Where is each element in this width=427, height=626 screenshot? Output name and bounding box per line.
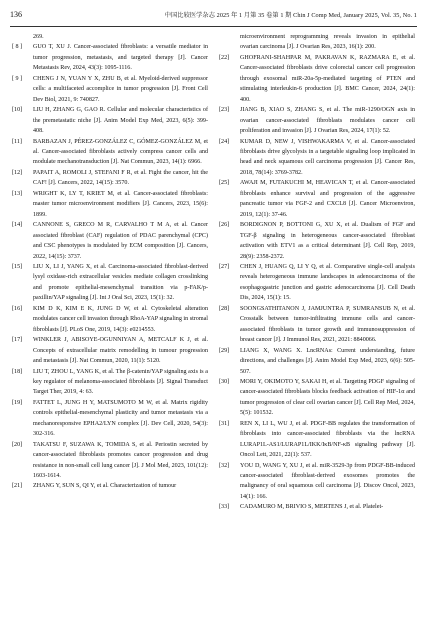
reference-item (219, 137, 415, 179)
reference-item (12, 105, 208, 136)
reference-item (219, 178, 415, 220)
reference-item (12, 74, 208, 105)
reference-number: [32] (219, 462, 230, 469)
reference-number: [17] (12, 337, 23, 344)
reference-text: CADAMURO M, BRIVIO S, MERTENS J, et al. Platelet- (240, 504, 384, 511)
page-number: 136 (10, 10, 22, 19)
reference-number: [18] (12, 368, 23, 375)
reference-number: [27] (219, 263, 230, 270)
reference-item (12, 42, 208, 73)
reference-number: [20] (12, 441, 23, 448)
reference-item (219, 105, 415, 136)
reference-number: [30] (219, 378, 230, 385)
reference-text: MORI Y, OKIMOTO Y, SAKAI H, et al. Targeting PDGF signaling of cancer-associated fibroblasts blocks feedback activation of HIF-1α and tumor progression of clear cell ovarian cancer [J]. Cell Rep Med, 2024, 5(5): 101532. (240, 378, 415, 417)
reference-text: SOONGSATHITANON J, JAMJUNTRA P, SUMRANSUB N, et al. Crosstalk between tumor-infiltrating immune cells and cancer-associated fibroblasts in tumor growth and immunosuppression of breast cancer [J]. J Immunol Res, 2021, 2021: 8840066. (240, 305, 415, 344)
reference-item (12, 367, 208, 398)
reference-number: [22] (219, 54, 230, 61)
reference-number: [14] (12, 222, 23, 229)
reference-item (219, 262, 415, 304)
reference-number: [33] (219, 504, 230, 511)
reference-number: [16] (12, 305, 23, 312)
reference-text: CHENG J N, YUAN Y X, ZHU B, et al. Myeloid-derived suppressor cells: a multifaceted accomplice in tumor progression [J]. Front Cell Dev Biol, 2021, 9: 740827. (33, 75, 208, 103)
reference-number: [19] (12, 399, 23, 406)
reference-number: [29] (219, 347, 230, 354)
reference-number: [21] (12, 483, 23, 490)
reference-text: GHOFRANI-SHAHPAR M, PAKRAVAN K, RAZMARA E, et al. Cancer-associated fibroblasts drive colorectal cancer cell progression through exosomal miR-20a-5p-mediated targeting of PTEN and stimulating interleukin-6 production [J]. BMC Cancer, 2024, 24(1): 400. (240, 54, 415, 103)
reference-number: [11] (12, 138, 22, 145)
reference-item (12, 398, 208, 440)
reference-text: BARBAZAN J, PÉREZ-GONZÁLEZ C, GÓMEZ-GONZÁLEZ M, et al. Cancer-associated fibroblasts actively compress cancer cells and modulate mechanotransduction [J]. Nat Commun, 2023, 14(1): 6966. (33, 138, 208, 166)
reference-number: [23] (219, 107, 230, 114)
reference-number: [10] (12, 107, 23, 114)
reference-text: CHEN J, HUANG Q, LI Y Q, et al. Comparative single-cell analysis reveals heterogeneous immune landscapes in adenocarcinoma of the esophagogastric junction and gastric adenocarcinoma [J]. Cell Death Dis, 2024, 15(1): 15. (240, 263, 415, 302)
reference-list (12, 42, 208, 491)
reference-text: JIANG B, XIAO S, ZHANG S, et al. The miR-1290/OGN axis in ovarian cancer-associated fibroblasts modulates cancer cell proliferation and invasion [J]. J Ovarian Res, 2024, 17(1): 52. (240, 107, 415, 135)
reference-item (219, 346, 415, 377)
reference-item (12, 481, 208, 491)
reference-item (219, 377, 415, 419)
right-column (219, 32, 415, 513)
reference-item (219, 304, 415, 346)
reference-text: PAPAIT A, ROMOLI J, STEFANI F R, et al. Fight the cancer, hit the CAF! [J]. Cancers, 2022, 14(15): 3570. (33, 169, 208, 187)
reference-item (219, 502, 415, 512)
reference-text: REN X, LI L, WU J, et al. PDGF-BB regulates the transformation of fibroblasts into cancer-associated fibroblasts via the lncRNA LURAP1L-AS1/LURAP1L/IKK/IκB/NF-κB signaling pathway [J]. Oncol Lett, 2021, 22(1): 537. (240, 420, 415, 459)
reference-item (12, 137, 208, 168)
reference-text: ZHANG Y, SUN S, QI Y, et al. Characterization of tumour (33, 483, 177, 490)
reference-item (12, 335, 208, 366)
reference-text: WRIGHT K, LY T, KRIET M, et al. Cancer-associated fibroblasts: master tumor microenvironment modifiers [J]. Cancers, 2023, 15(6): 1899. (33, 190, 208, 218)
reference-continuation: microenvironment reprogramming reveals invasion in epithelial ovarian carcinoma [J]. J Ovarian Res, 2023, 16(1): 200. (240, 34, 415, 51)
reference-item (12, 262, 208, 304)
reference-item (219, 53, 415, 105)
reference-item (12, 304, 208, 335)
reference-text: CANNONE S, GRECO M R, CARVALHO T M A, et al. Cancer associated fibroblast (CAF) regulation of PDAC parenchymal (CPC) and CSC phenotypes is modulated by ECM composition [J]. Cancers, 2022, 14(15): 3737. (33, 222, 208, 260)
reference-text: FATTET L, JUNG H Y, MATSUMOTO M W, et al. Matrix rigidity controls epithelial-mesenchymal plasticity and tumor metastasis via a mechanoresponsive EPHA2/LYN complex [J]. Dev Cell, 2020, 54(3): 302-316. (33, 399, 208, 438)
reference-item (219, 419, 415, 461)
reference-number: [ 9 ] (12, 75, 23, 82)
page-header (10, 10, 417, 24)
reference-number: [26] (219, 222, 230, 229)
reference-list (219, 53, 415, 513)
reference-item (219, 461, 415, 503)
reference-item (12, 220, 208, 262)
reference-number: [15] (12, 263, 23, 270)
reference-item (219, 220, 415, 262)
reference-number: [28] (219, 305, 230, 312)
reference-number: [25] (219, 180, 230, 187)
reference-number: [24] (219, 138, 230, 145)
reference-text: AWAJI M, FUTAKUCHI M, HEAVICAN T, et al. Cancer-associated fibroblasts enhance survival and progression of the aggressive pancreatic tumor via FGF-2 and CXCL8 [J]. Cancer Microenviron, 2019, 12(1): 37-46. (240, 180, 415, 218)
reference-continuation: 269. (33, 34, 44, 40)
left-column (12, 32, 208, 492)
reference-text: BORDIGNON P, BOTTONI G, XU X, et al. Dualism of FGF and TGF-β signaling in heterogeneous cancer-associated fibroblast activation with ETV1 as a critical determinant [J]. Cell Rep, 2019, 28(9): 2358-2372. (240, 222, 415, 260)
reference-item (12, 168, 208, 189)
reference-text: GUO T, XU J. Cancer-associated fibroblasts: a versatile mediator in tumor progression, metastasis, and targeted therapy [J]. Cancer Metastasis Rev, 2024, 43(3): 1095-1116. (33, 44, 208, 72)
journal-running-head: 中国比较医学杂志 2025 年 1 月第 35 卷第 1 期 Chin J Comp Med, January 2025, Vol. 35, No. 1 (164, 12, 417, 19)
header-rule (10, 26, 417, 27)
reference-item (12, 189, 208, 220)
reference-text: TAKATSU F, SUZAWA K, TOMIDA S, et al. Periostin secreted by cancer-associated fibroblasts promotes cancer progression and drug resistance in non-small cell lung cancer [J]. J Mol Med, 2023, 101(12): 1603-1614. (33, 441, 208, 480)
reference-text: LIU X, LI J, YANG X, et al. Carcinoma-associated fibroblast-derived lysyl oxidase-rich extracellular vesicles mediate collagen crosslinking and promote epithelial-mesenchymal transition via p-FAK/p-paxillin/YAP signaling [J]. Int J Oral Sci, 2023, 15(1): 32. (33, 263, 208, 302)
reference-text: KIM D K, KIM E K, JUNG D W, et al. Cytoskeletal alteration modulates cancer cell invasion through RhoA-YAP signaling in stromal fibroblasts [J]. PLoS One, 2019, 14(3): e0214553. (33, 305, 208, 333)
reference-text: LIU T, ZHOU L, YANG K, et al. The β-catenin/YAP signaling axis is a key regulator of melanoma-associated fibroblasts [J]. Signal Transduct Target Ther, 2019, 4: 63. (33, 368, 208, 396)
reference-text: LIANG X, WANG X. LncRNAs: Current understanding, future directions, and challenges [J]. Anim Model Exp Med, 2023, 6(6): 505-507. (240, 347, 415, 375)
reference-number: [12] (12, 169, 23, 176)
reference-text: LIU H, ZHANG G, GAO R. Cellular and molecular characteristics of the premetastatic niche [J]. Anim Model Exp Med, 2023, 6(5): 399-408. (33, 107, 208, 135)
reference-number: [31] (219, 420, 230, 427)
reference-number: [13] (12, 190, 23, 197)
reference-text: WINKLER J, ABISOYE-OGUNNIYAN A, METCALF K J, et al. Concepts of extracellular matrix remodelling in tumour progression and metastasis [J]. Nat Commun, 2020, 11(1): 5120. (33, 337, 208, 365)
reference-text: KUMAR D, NEW J, VISHWAKARMA V, et al. Cancer-associated fibroblasts drive glycolysis in a targetable signaling loop implicated in head and neck squamous cell carcinoma progression [J]. Cancer Res, 2018, 78(14): 3769-3782. (240, 138, 415, 176)
reference-text: YOU D, WANG Y, XU J, et al. miR-3529-3p from PDGF-BB-induced cancer-associated fibroblast-derived exosomes promotes the malignancy of oral squamous cell carcinoma [J]. Discov Oncol, 2023, 14(1): 166. (240, 462, 415, 500)
reference-number: [ 8 ] (12, 44, 23, 51)
reference-item (12, 440, 208, 482)
